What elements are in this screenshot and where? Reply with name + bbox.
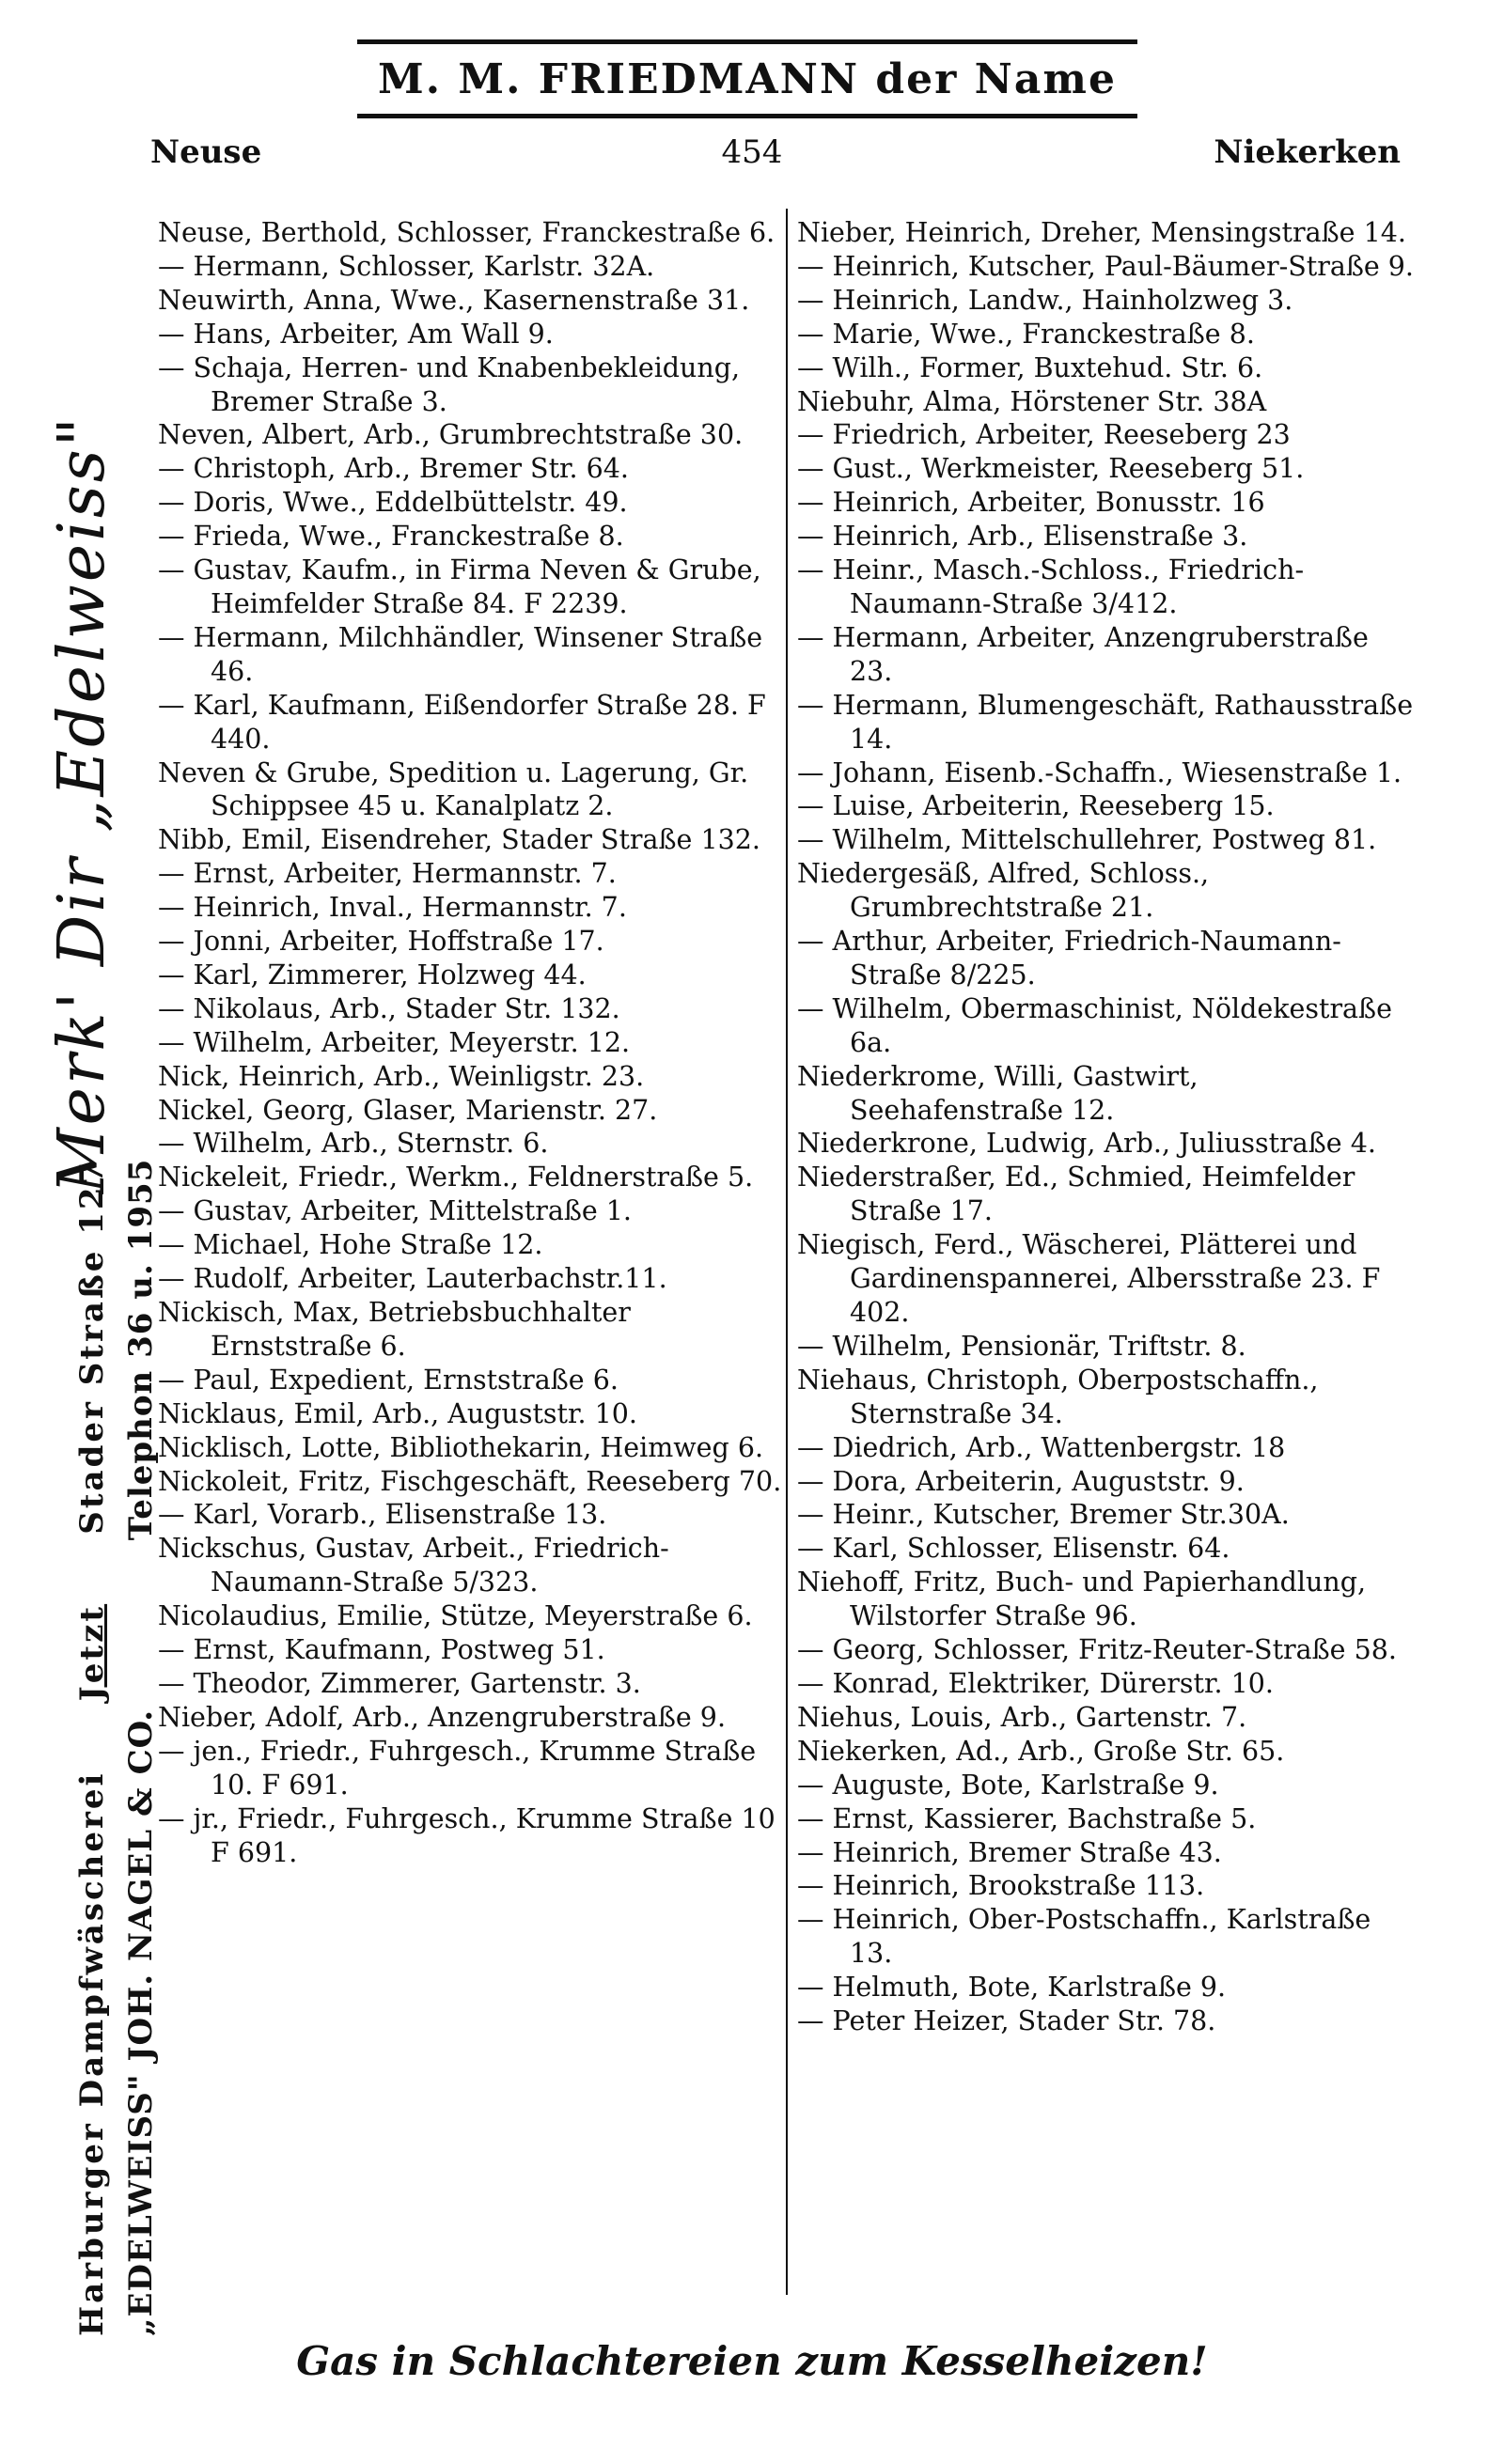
directory-entry: — Karl, Zimmerer, Holzweg 44. [158,959,587,990]
directory-entry: — Heinrich, Arb., Elisenstraße 3. [797,521,1248,553]
directory-entry: — Michael, Hohe Straße 12. [158,1229,543,1261]
directory-entry: — Hans, Arbeiter, Am Wall 9. [158,318,554,350]
footer-slogan: Gas in Schlachtereien zum Kesselheizen! [296,2338,1208,2384]
left-column [158,216,783,1869]
directory-entry: — Heinrich, Arbeiter, Bonusstr. 16 [797,487,1265,519]
directory-entry: — Helmuth, Bote, Karlstraße 9. [797,1972,1227,2004]
directory-entry: — Konrad, Elektriker, Dürerstr. 10. [797,1667,1274,1699]
directory-entry: — Theodor, Zimmerer, Gartenstr. 3. [158,1667,641,1699]
directory-entry: Nickeleit, Friedr., Werkm., Feldnerstraße 5. [158,1162,754,1193]
directory-entry: — Marie, Wwe., Franckestraße 8. [797,318,1255,350]
directory-entry: Niegisch, Ferd., Wäscherei, Plätterei und Gardinenspannerei, Albersstraße 23. F 402. [797,1229,1381,1328]
directory-entry: Neuwirth, Anna, Wwe., Kasernenstraße 31. [158,284,750,316]
directory-entry: Niederstraßer, Ed., Schmied, Heimfelder Straße 17. [797,1162,1355,1227]
directory-entry: — Hermann, Schlosser, Karlstr. 32A. [158,250,655,282]
directory-entry: Neuse, Berthold, Schlosser, Franckestraße 6. [158,217,776,248]
side-ad-brand: „EDELWEISS" JOH. NAGEL & CO. [122,1708,160,2336]
directory-entry: — Frieda, Wwe., Franckestraße 8. [158,521,624,553]
directory-entry: — Ernst, Kaufmann, Postweg 51. [158,1634,605,1666]
right-column [797,216,1418,2038]
directory-entry: — Karl, Schlosser, Elisenstr. 64. [797,1533,1230,1565]
directory-entry: — Karl, Vorarb., Elisenstraße 13. [158,1499,607,1531]
directory-entry: — Georg, Schlosser, Fritz-Reuter-Straße 58. [797,1634,1397,1666]
directory-entry: — Johann, Eisenb.-Schaffn., Wiesenstraße 1. [797,756,1402,788]
directory-entry: Nieber, Adolf, Arb., Anzengruberstraße 9. [158,1701,726,1733]
directory-entry: — Wilhelm, Pensionär, Triftstr. 8. [797,1330,1246,1362]
directory-entry: — Gust., Werkmeister, Reeseberg 51. [797,453,1305,485]
directory-entry: Nicklaus, Emil, Arb., Auguststr. 10. [158,1397,637,1429]
directory-entry: Nicolaudius, Emilie, Stütze, Meyerstraße 6. [158,1600,753,1632]
directory-entry: — Rudolf, Arbeiter, Lauterbachstr.11. [158,1263,667,1295]
directory-entry: Niebuhr, Alma, Hörstener Str. 38A [797,385,1267,417]
directory-entry: — Heinrich, Ober-Postschaffn., Karlstraße 13. [797,1904,1371,1970]
directory-entry: Nickel, Georg, Glaser, Marienstr. 27. [158,1094,658,1126]
side-slogan: Merk' Dir „Edelweiss" [45,414,119,1193]
directory-entry: Nieber, Heinrich, Dreher, Mensingstraße 14. [797,217,1406,248]
directory-entry: — Dora, Arbeiterin, Auguststr. 9. [797,1465,1245,1497]
directory-entry: — Heinr., Masch.-Schloss., Friedrich-Naumann-Straße 3/412. [797,554,1305,619]
side-ad-jetzt: Jetzt [73,1603,111,1702]
directory-entry: — Karl, Kaufmann, Eißendorfer Straße 28. F 440. [158,689,766,755]
directory-entry: Nickisch, Max, Betriebsbuchhalter Ernststraße 6. [158,1297,631,1362]
directory-entry: — Paul, Expedient, Ernststraße 6. [158,1364,619,1396]
directory-entry: — jr., Friedr., Fuhrgesch., Krumme Straße 10 F 691. [158,1802,776,1868]
column-divider [786,209,788,2295]
directory-entry: — Wilhelm, Mittelschullehrer, Postweg 81. [797,824,1377,856]
directory-entry: — Heinrich, Bremer Straße 43. [797,1836,1222,1868]
page-number: 454 [721,133,783,171]
directory-entry: — Arthur, Arbeiter, Friedrich-Naumann-Straße 8/225. [797,926,1341,990]
directory-entry: — Gustav, Kaufm., in Firma Neven & Grube, Heimfelder Straße 84. F 2239. [158,554,761,619]
directory-entry: — Wilhelm, Arbeiter, Meyerstr. 12. [158,1026,631,1058]
directory-entry: — Friedrich, Arbeiter, Reeseberg 23 [797,419,1291,451]
directory-entry: — Hermann, Milchhändler, Winsener Straße 46. [158,621,763,687]
directory-entry: — Heinrich, Brookstraße 113. [797,1870,1205,1902]
side-ad-phone: Telephon 36 u. 1955 [122,1158,160,1541]
directory-entry: — jen., Friedr., Fuhrgesch., Krumme Straße 10. F 691. [158,1735,757,1801]
directory-entry: — Wilhelm, Obermaschinist, Nöldekestraße 6a. [797,992,1392,1058]
header-first-name: Neuse [150,133,262,171]
directory-entry: — Heinrich, Inval., Hermannstr. 7. [158,892,627,924]
banner-text: M. M. FRIEDMANN der Name [378,55,1117,103]
directory-entry: Niehoff, Fritz, Buch- und Papierhandlung, Wilstorfer Straße 96. [797,1567,1367,1632]
side-ad-address: Stader Straße 127 [73,1159,111,1535]
directory-entry: — Peter Heizer, Stader Str. 78. [797,2005,1216,2037]
directory-entry: Neven & Grube, Spedition u. Lagerung, Gr. Schippsee 45 u. Kanalplatz 2. [158,756,749,822]
directory-entry: Niehus, Louis, Arb., Gartenstr. 7. [797,1701,1247,1733]
directory-entry: Nibb, Emil, Eisendreher, Stader Straße 132. [158,824,760,856]
side-ad-line-2 [122,1159,160,2336]
directory-entry: Nicklisch, Lotte, Bibliothekarin, Heimweg 6. [158,1431,764,1463]
directory-entry: — Auguste, Bote, Karlstraße 9. [797,1769,1219,1801]
directory-entry: Niekerken, Ad., Arb., Große Str. 65. [797,1735,1285,1767]
publisher-banner [357,39,1137,118]
directory-entry: — Jonni, Arbeiter, Hoffstraße 17. [158,926,604,958]
directory-entry: Niedergesäß, Alfred, Schloss., Grumbrechtstraße 21. [797,858,1210,924]
directory-entry: — Heinrich, Landw., Hainholzweg 3. [797,284,1293,316]
directory-entry: — Christoph, Arb., Bremer Str. 64. [158,453,629,485]
directory-entry: — Ernst, Arbeiter, Hermannstr. 7. [158,858,617,890]
directory-entry: Niehaus, Christoph, Oberpostschaffn., Sternstraße 34. [797,1364,1319,1429]
directory-entry: — Heinr., Kutscher, Bremer Str.30A. [797,1499,1290,1531]
directory-entry: — Schaja, Herren- und Knabenbekleidung, Bremer Straße 3. [158,351,741,417]
directory-entry: Niederkrome, Willi, Gastwirt, Seehafenstraße 12. [797,1060,1198,1126]
directory-entry: — Diedrich, Arb., Wattenbergstr. 18 [797,1431,1286,1463]
directory-entry: Nickschus, Gustav, Arbeit., Friedrich-Naumann-Straße 5/323. [158,1533,669,1598]
side-ad-line-1 [73,1160,111,2336]
directory-entry: Nickoleit, Fritz, Fischgeschäft, Reeseberg 70. [158,1465,782,1497]
directory-entry: Niederkrone, Ludwig, Arb., Juliusstraße 4. [797,1128,1376,1160]
directory-entry: — Doris, Wwe., Eddelbüttelstr. 49. [158,487,628,519]
directory-entry: — Nikolaus, Arb., Stader Str. 132. [158,992,620,1024]
directory-entry: — Luise, Arbeiterin, Reeseberg 15. [797,790,1275,822]
directory-entry: — Heinrich, Kutscher, Paul-Bäumer-Straße 9. [797,250,1414,282]
directory-entry: Nick, Heinrich, Arb., Weinligstr. 23. [158,1060,645,1092]
directory-entry: Neven, Albert, Arb., Grumbrechtstraße 30. [158,419,744,451]
directory-entry: — Gustav, Arbeiter, Mittelstraße 1. [158,1195,632,1227]
directory-entry: — Hermann, Blumengeschäft, Rathausstraße 14. [797,689,1414,755]
directory-entry: — Wilh., Former, Buxtehud. Str. 6. [797,351,1263,383]
header-last-name: Niekerken [1214,133,1401,171]
directory-entry: — Ernst, Kassierer, Bachstraße 5. [797,1802,1257,1834]
directory-entry: — Hermann, Arbeiter, Anzengruberstraße 23. [797,621,1369,687]
side-ad-company: Harburger Dampfwäscherei [73,1770,111,2336]
directory-entry: — Wilhelm, Arb., Sternstr. 6. [158,1128,549,1160]
